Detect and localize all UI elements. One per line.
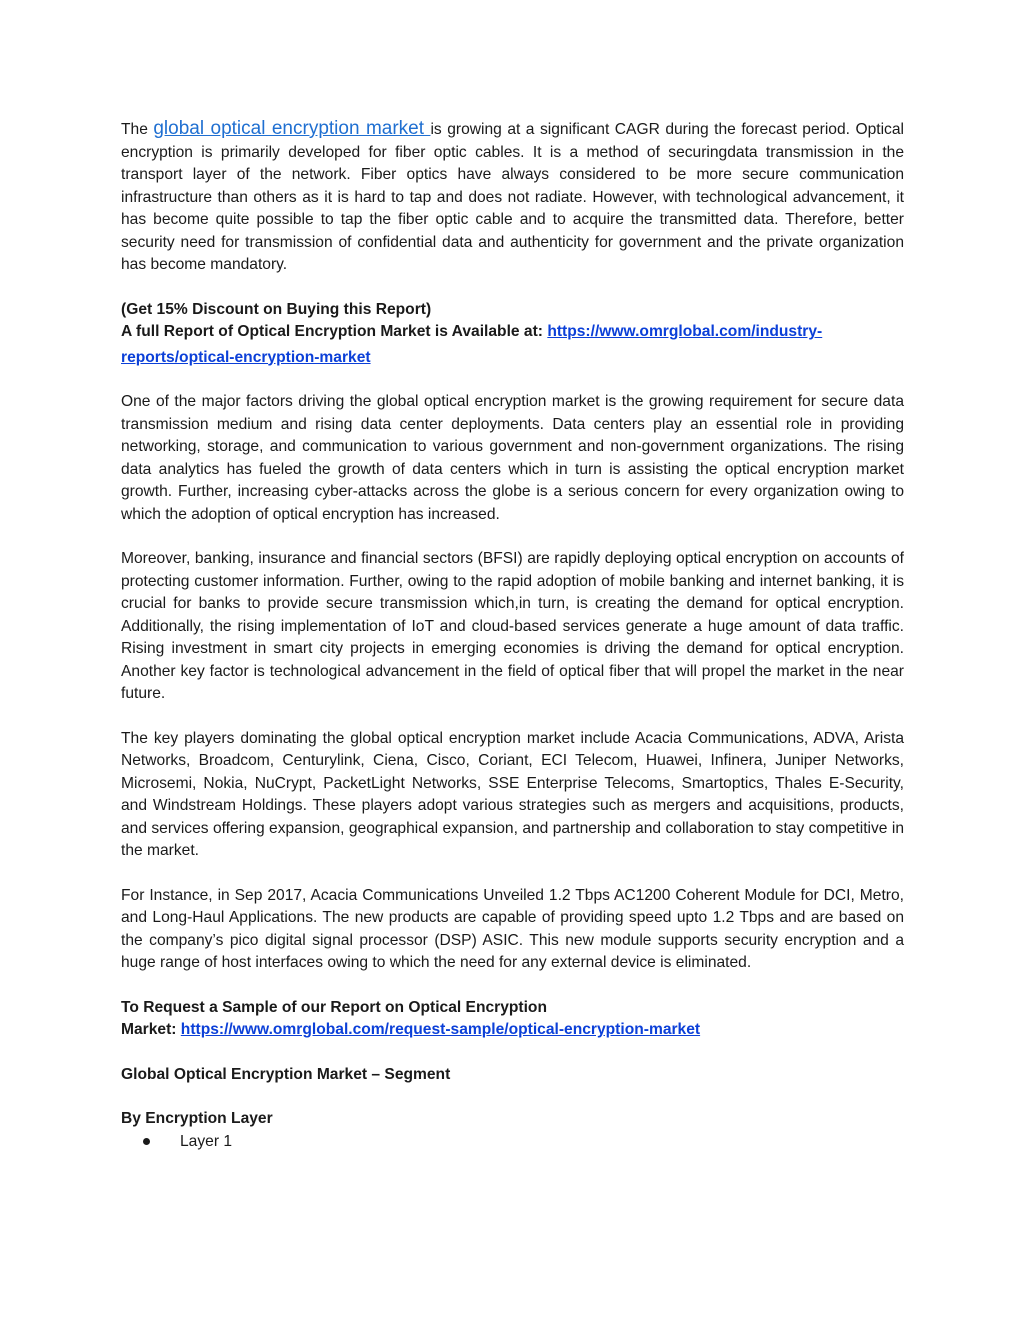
full-report-line bbox=[121, 321, 904, 344]
report-url-link-part2[interactable]: reports/optical-encryption-market bbox=[121, 348, 371, 366]
bullet-icon bbox=[143, 1138, 150, 1145]
sample-heading: To Request a Sample of our Report on Optical Encryption bbox=[121, 998, 547, 1016]
bfsi-paragraph: Moreover, banking, insurance and financial sectors (BFSI) are rapidly deploying optical encryption on accounts of protecting customer information. Further, owing to the rapid adoption of mobile banking and internet banking, it is crucial for banks to provide secure transmission which,in turn, is creating the demand for optical encryption. Additionally, the rising implementation of IoT and cloud-based services generate a huge amount of data traffic. Rising investment in smart city projects in emerging economies is driving the demand for optical encryption. Another key factor is technological advancement in the field of optical fiber that will propel the market in the near future. bbox=[121, 550, 904, 702]
sample-url-link[interactable]: https://www.omrglobal.com/request-sample/optical-encryption-market bbox=[180, 1021, 701, 1038]
segment-heading: Global Optical Encryption Market – Segment bbox=[121, 1065, 451, 1083]
drivers-paragraph: One of the major factors driving the global optical encryption market is the growing requirement for secure data transmission medium and rising data center deployments. Data centers play an essential role in providing networking, storage, and communication to various government and non-government organizations. The rising data analytics has fueled the growth of data centers which in turn is assisting the optical encryption market growth. Further, increasing cyber-attacks across the globe is a serious concern for every organization owing to which the adoption of optical encryption has increased. bbox=[121, 393, 904, 523]
sample-block bbox=[121, 997, 904, 1042]
report-url-link-part1[interactable]: https://www.omrglobal.com/industry- bbox=[547, 323, 823, 340]
full-report-label: A full Report of Optical Encryption Market is Available at: bbox=[121, 323, 548, 340]
intro-text: is growing at a significant CAGR during the forecast period. Optical encryption is primarily developed for fiber optic cables. It is a method of securingdata transmission in the transport layer of the network. Fiber optics have always considered to be more secure communication infrastructure than others as it is hard to tap and does not radiate. However, with technological advancement, it has become quite possible to tap the fiber optic cable and to acquire the transmitted data. Therefore, better security need for transmission of confidential data and authenticity for government and the private organization has become mandatory. bbox=[121, 121, 904, 273]
encryption-layer-list bbox=[121, 1131, 904, 1154]
instance-paragraph: For Instance, in Sep 2017, Acacia Communications Unveiled 1.2 Tbps AC1200 Coherent Module for DCI, Metro, and Long-Haul Applications. The new products are capable of providing speed upto 1.2 Tbps and are based on the company’s pico digital signal processor (DSP) ASIC. This new module supports security encryption and a huge range of host interfaces owing to which the need for any external device is eliminated. bbox=[121, 886, 904, 971]
market-link[interactable]: global optical encryption market bbox=[153, 118, 431, 139]
list-item-label: Layer 1 bbox=[180, 1132, 233, 1150]
discount-heading: (Get 15% Discount on Buying this Report) bbox=[121, 300, 432, 318]
key-players-paragraph: The key players dominating the global optical encryption market include Acacia Communications, ADVA, Arista Networks, Broadcom, Centurylink, Ciena, Cisco, Coriant, ECI Telecom, Huawei, Infinera, Juniper Networks, Microsemi, Nokia, NuCrypt, PacketLight Networks, SSE Enterprise Telecoms, Smartoptics, Thales E-Security, and Windstream Holdings. These players adopt various strategies such as mergers and acquisitions, products, and services offering expansion, geographical expansion, and partnership and collaboration to stay competitive in the market. bbox=[121, 729, 904, 859]
sample-url-line bbox=[121, 1019, 904, 1042]
intro-paragraph bbox=[121, 118, 904, 277]
list-item bbox=[143, 1131, 904, 1154]
report-url-line bbox=[121, 347, 904, 370]
sample-label: Market: bbox=[121, 1021, 181, 1038]
document-page bbox=[121, 118, 904, 1153]
discount-block bbox=[121, 299, 904, 370]
intro-lead: The bbox=[121, 121, 154, 138]
encryption-layer-heading: By Encryption Layer bbox=[121, 1110, 273, 1127]
